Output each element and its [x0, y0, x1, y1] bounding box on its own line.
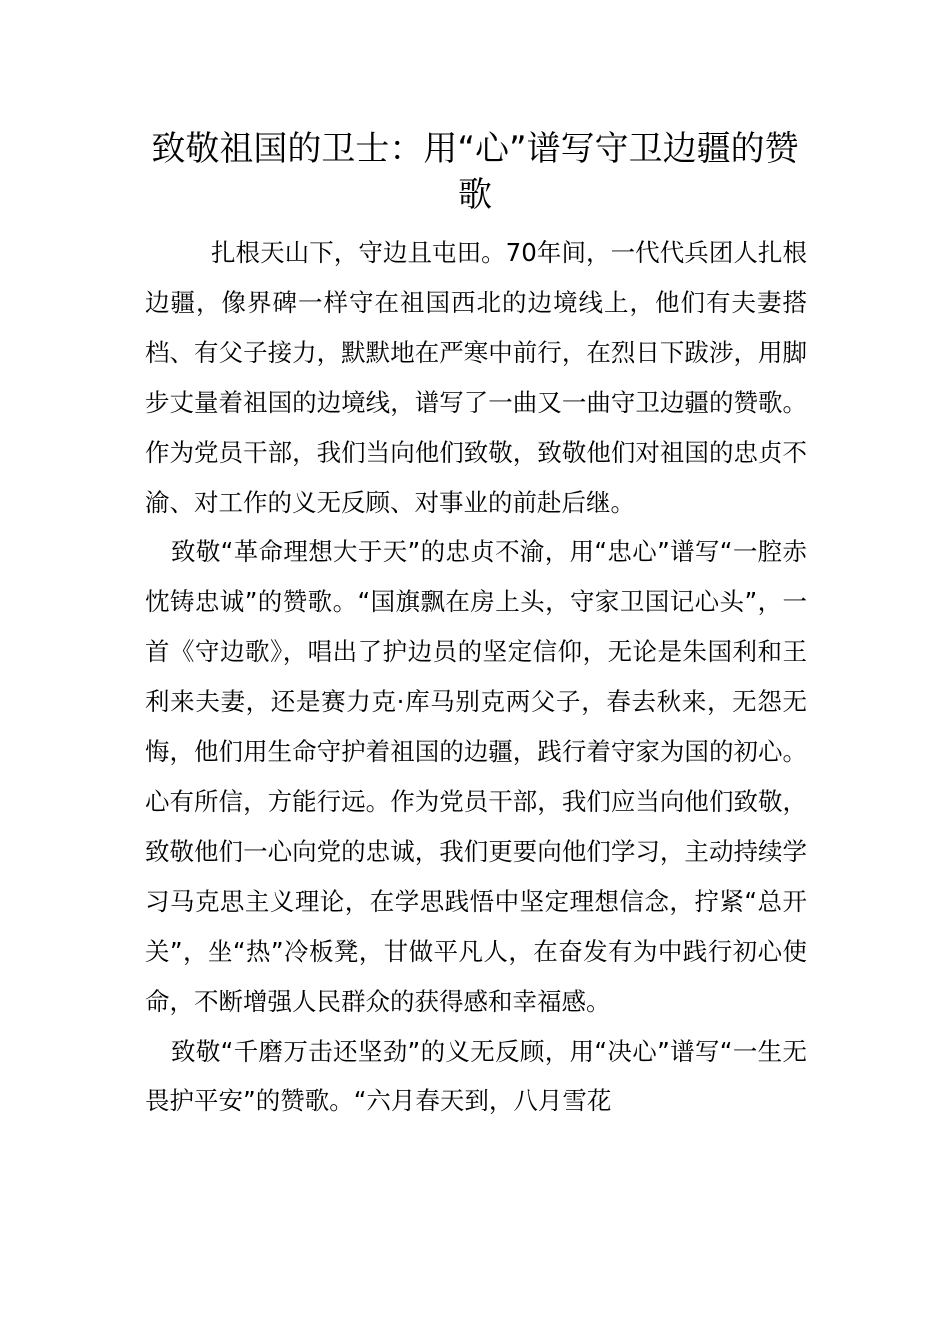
paragraph-loyalty: 致敬“革命理想大于天”的忠贞不渝，用“忠心”谱写“一腔赤忱铸忠诚”的赞歌。“国旗飘在房上头，守家卫国记心头”，一首《守边歌》，唱出了护边员的坚定信仰，无论是朱国利和王利来夫妻，还是赛力克·库马别克两父子，春去秋来，无怨无悔，他们用生命守护着祖国的边疆，践行着守家为国的初心。心有所信，方能行远。作为党员干部，我们应当向他们致敬，致敬他们一心向党的忠诚，我们更要向他们学习，主动持续学习马克思主义理论，在学思践悟中坚定理想信念，拧紧“总开关”，坐“热”冷板凳，甘做平凡人，在奋发有为中践行初心使命，不断增强人民群众的获得感和幸福感。: [145, 537, 807, 1016]
document-body: [145, 228, 807, 1126]
paragraph-intro: 扎根天山下，守边且屯田。70年间，一代代兵团人扎根边疆，像界碑一样守在祖国西北的边境线上，他们有夫妻搭档、有父子接力，默默地在严寒中前行，在烈日下跋涉，用脚步丈量着祖国的边境线，谱写了一曲又一曲守卫边疆的赞歌。作为党员干部，我们当向他们致敬，致敬他们对祖国的忠贞不渝、对工作的义无反顾、对事业的前赴后继。: [145, 238, 807, 517]
paragraph-determination: 致敬“千磨万击还坚劲”的义无反顾，用“决心”谱写“一生无畏护平安”的赞歌。“六月春天到，八月雪花: [145, 1036, 807, 1116]
document-title: 致敬祖国的卫士：用“心”谱写守卫边疆的赞歌: [151, 129, 799, 215]
